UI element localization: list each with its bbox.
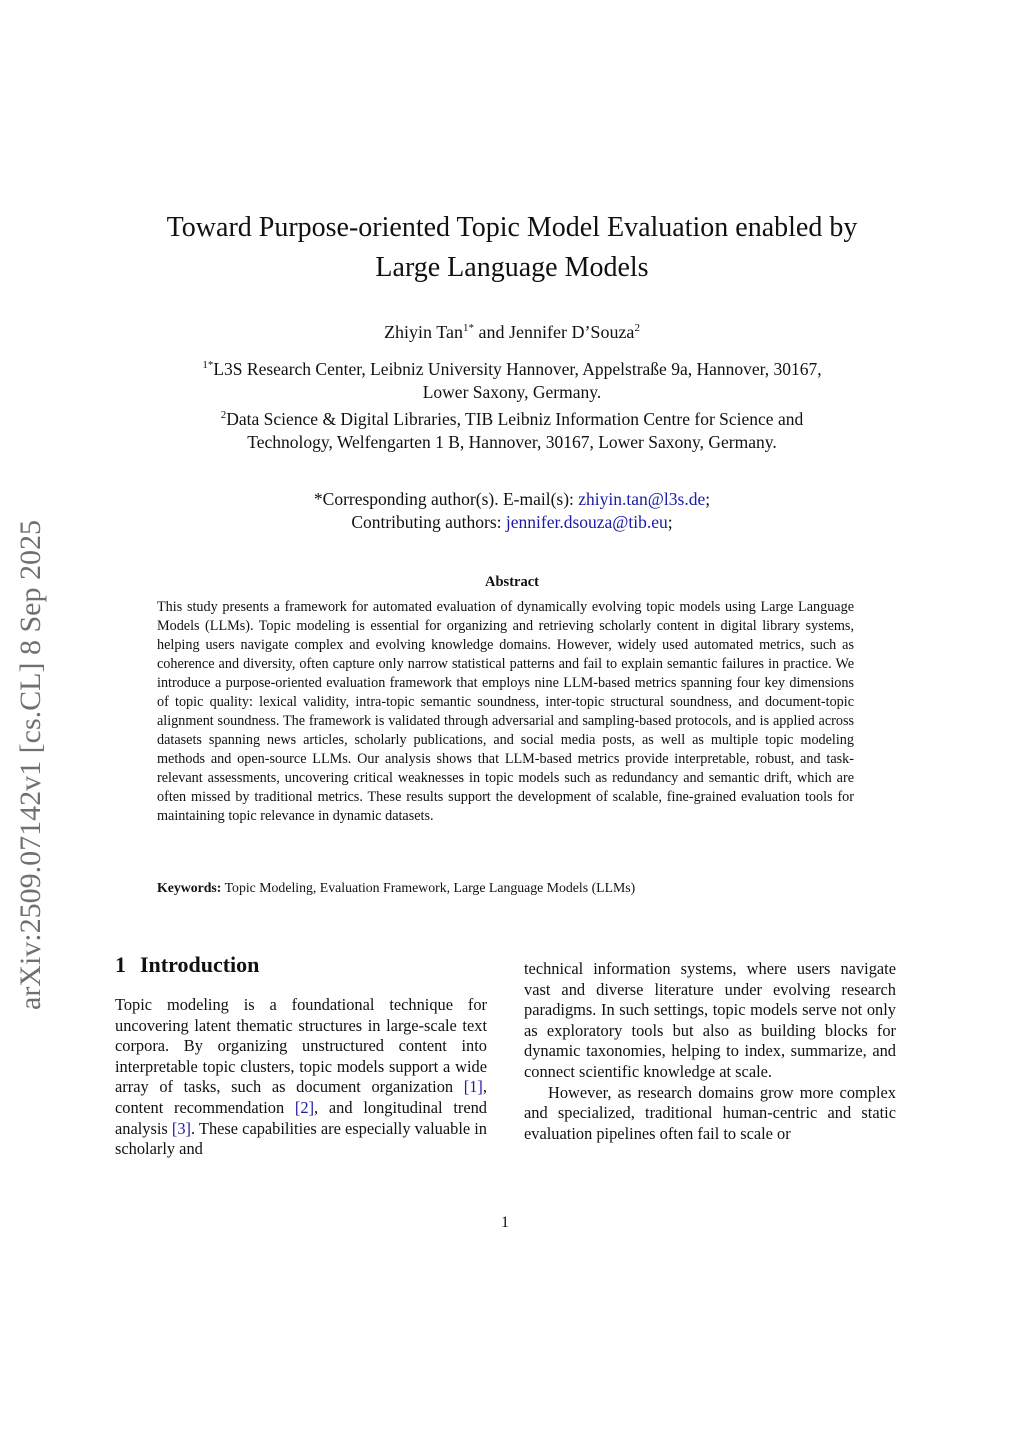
intro-text-4: . These capabilities are especially valuable in scholarly and bbox=[115, 1118, 487, 1159]
abstract-heading: Abstract bbox=[485, 574, 539, 590]
author-2: Jennifer D’Souza bbox=[508, 322, 635, 342]
author-list bbox=[120, 316, 904, 344]
keywords-label: Keywords: bbox=[157, 880, 222, 895]
section-title: Introduction bbox=[140, 952, 260, 977]
intro-left-column bbox=[115, 995, 487, 1160]
section-heading bbox=[115, 952, 259, 978]
intro-paragraph-1-cont: technical information systems, where users navigate vast and diverse literature under evolving research paradigms. In such settings, topic models serve not only as exploratory tools but also as building blocks for dynamic taxonomies, helping to index, summarize, and connect scientific knowledge at scale. bbox=[524, 959, 896, 1081]
author-1: Zhiyin Tan bbox=[384, 322, 463, 342]
abstract-text: This study presents a framework for automated evaluation of dynamically evolving topic models using Large Language Models (LLMs). Topic modeling is essential for organizing and retrieving scholarly content in digital library systems, helping users navigate complex and evolving knowledge domains. However, widely used automated metrics, such as coherence and diversity, often capture only narrow statistical patterns and fail to explain semantic failures in practice. We introduce a purpose-oriented evaluation framework that employs nine LLM-based metrics spanning four key dimensions of topic quality: lexical validity, intra-topic semantic soundness, inter-topic structural soundness, and document-topic alignment soundness. The framework is validated through adversarial and sampling-based protocols, and is applied across datasets spanning news articles, scholarly publications, and social media posts, as well as multiple topic modeling methods and open-source LLMs. Our analysis shows that LLM-based metrics provide interpretable, robust, and task-relevant assessments, uncovering critical weaknesses in topic models such as redundancy and semantic drift, which are often missed by traditional metrics. These results support the development of scalable, fine-grained evaluation tools for maintaining topic relevance in dynamic datasets. bbox=[157, 599, 854, 824]
arxiv-identifier: arXiv:2509.07142v1 [cs.CL] 8 Sep 2025 bbox=[14, 520, 47, 1010]
title-line-2: Large Language Models bbox=[375, 252, 649, 283]
intro-text-3: , and longitudinal trend analysis bbox=[115, 1097, 487, 1138]
intro-paragraph-1 bbox=[115, 995, 487, 1160]
section-number: 1 bbox=[115, 952, 126, 977]
affiliation-2-mark: 2 bbox=[220, 408, 227, 421]
affiliations bbox=[120, 354, 904, 454]
corresponding-prefix: *Corresponding author(s). E-mail(s): bbox=[313, 489, 579, 509]
email-link-1[interactable]: zhiyin.tan@l3s.de bbox=[578, 489, 706, 509]
email-link-2[interactable]: jennifer.dsouza@tib.eu bbox=[505, 512, 668, 532]
keywords-text: Topic Modeling, Evaluation Framework, Large Language Models (LLMs) bbox=[221, 880, 636, 895]
author-1-mark: 1* bbox=[462, 322, 474, 334]
email-1-suffix: ; bbox=[705, 489, 711, 509]
author-and: and bbox=[473, 322, 509, 342]
affiliation-1-mark: 1* bbox=[202, 359, 214, 371]
author-2-mark: 2 bbox=[634, 322, 640, 334]
affiliation-1-line-2: Lower Saxony, Germany. bbox=[422, 381, 602, 402]
citation-link-2[interactable]: [2] bbox=[294, 1097, 315, 1117]
intro-text-1: Topic modeling is a foundational technique for uncovering latent thematic structures in large-scale text corpora. By organizing unstructured content into interpretable topic clusters, topic models support a wide array of tasks, such as document organization bbox=[115, 995, 487, 1097]
citation-link-1[interactable]: [1] bbox=[463, 1077, 483, 1097]
intro-text-2: , content recommendation bbox=[115, 1077, 487, 1117]
intro-paragraph-2: However, as research domains grow more complex and specialized, traditional human-centric and static evaluation pipelines often fail to scale or bbox=[524, 1082, 896, 1143]
email-2-suffix: ; bbox=[667, 512, 673, 532]
paper-title bbox=[120, 208, 904, 288]
contributing-prefix: Contributing authors: bbox=[351, 512, 506, 532]
intro-right-column bbox=[524, 959, 896, 1144]
citation-link-3[interactable]: [3] bbox=[171, 1118, 192, 1138]
page-number: 1 bbox=[501, 1214, 509, 1231]
keywords bbox=[157, 878, 854, 897]
affiliation-2-line-1: Data Science & Digital Libraries, TIB Leibniz Information Centre for Science and bbox=[226, 408, 804, 429]
title-line-1: Toward Purpose-oriented Topic Model Evaluation enabled by bbox=[166, 212, 858, 243]
affiliation-2-line-2: Technology, Welfengarten 1 B, Hannover, 30167, Lower Saxony, Germany. bbox=[247, 431, 777, 452]
correspondence bbox=[120, 488, 904, 534]
affiliation-1-line-1: L3S Research Center, Leibniz University Hannover, Appelstraße 9a, Hannover, 30167, bbox=[213, 358, 822, 379]
